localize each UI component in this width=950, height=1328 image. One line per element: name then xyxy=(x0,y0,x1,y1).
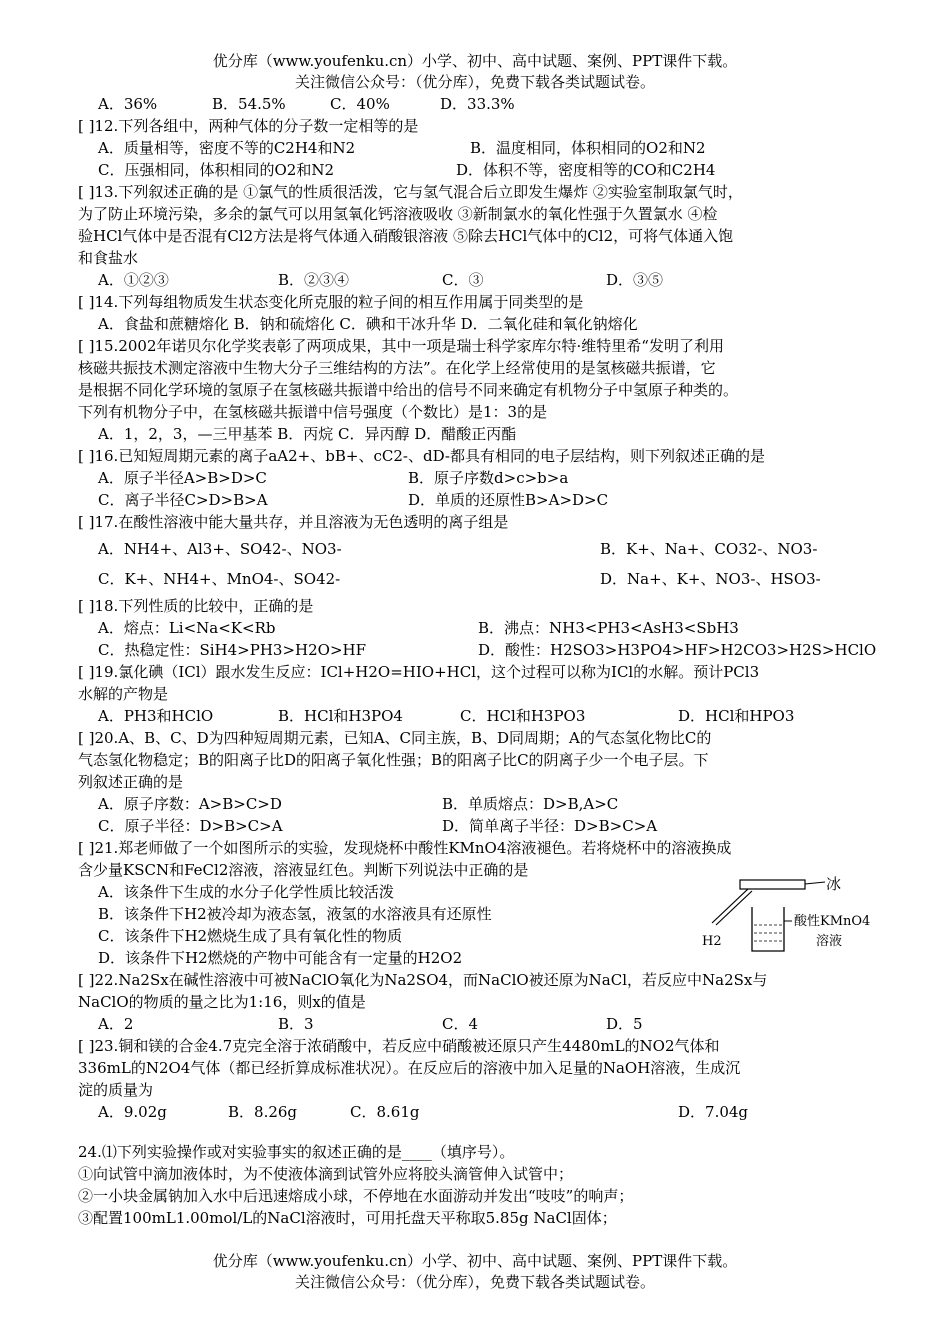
q13-line-3: 验HCl气体中是否混有Cl2方法是将气体通入硝酸银溶液 ⑤除去HCl气体中的Cl2，可将气体通入饱 xyxy=(78,227,734,245)
q16-ion-2: bB+ xyxy=(325,447,359,465)
q20-option-c: C．原子半径：D>B>C>A xyxy=(98,817,283,835)
q17-option-b: B．K+、Na+、CO32-、NO3- xyxy=(600,540,818,558)
q21-option-d: D．该条件下H2燃烧的产物中可能含有一定量的H2O2 xyxy=(98,949,463,967)
footer-line-2: 关注微信公众号：（优分库），免费下载各类试题试卷。 xyxy=(294,1273,655,1291)
q14-stem: [ ]14.下列每组物质发生状态变化所克服的粒子间的相互作用属于同类型的是 xyxy=(78,293,584,311)
q23-option-d: D．7.04g xyxy=(678,1103,749,1121)
q20-line-2: 气态氢化物稳定；B的阳离子比D的阳离子氧化性强；B的阳离子比C的阴离子少一个电子层。下 xyxy=(78,751,709,769)
ice-label: 冰 xyxy=(826,875,842,893)
q21-line-1: [ ]21.郑老师做了一个如图所示的实验，发现烧杯中酸性KMnO4溶液褪色。若将烧杯中的溶液换成 xyxy=(78,839,732,857)
q15-options: A．1，2，3，—三甲基苯 B．丙烷 C．异丙醇 D．醋酸正丙酯 xyxy=(98,425,517,443)
q18-option-d: D．酸性：H2SO3>H3PO4>HF>H2CO3>H2S>HClO xyxy=(478,641,877,659)
beaker xyxy=(752,907,784,951)
q19-option-b: B．HCl和H3PO4 xyxy=(278,707,403,725)
ice-label-line xyxy=(805,882,825,884)
footer-line-1: 优分库（www.youfenku.cn）小学、初中、高中试题、案例、PPT课件下载。 xyxy=(212,1252,738,1270)
q24-item-2: ②一小块金属钠加入水中后迅速熔成小球，不停地在水面游动并发出“吱吱”的响声； xyxy=(78,1187,634,1205)
q22-option-b: B．3 xyxy=(278,1015,314,1033)
q11-option-d: D．33.3% xyxy=(440,95,515,113)
h2-tube-edge xyxy=(716,891,752,925)
q12-option-a: A．质量相等，密度不等的C2H4和N2 xyxy=(98,139,356,157)
q15-line-2: 核磁共振技术测定溶液中生物大分子三维结构的方法”。在化学上经常使用的是氢核磁共振谱，它 xyxy=(78,359,716,377)
q15-line-4: 下列有机物分子中，在氢核磁共振谱中信号强度（个数比）是1：3的是 xyxy=(78,403,548,421)
q16-option-b: B．原子序数d>c>b>a xyxy=(408,469,569,487)
q20-line-3: 列叙述正确的是 xyxy=(78,773,184,791)
q18-option-c: C．热稳定性：SiH4>PH3>H2O>HF xyxy=(98,641,367,659)
q15-line-1: [ ]15.2002年诺贝尔化学奖表彰了两项成果，其中一项是瑞士科学家库尔特·维特里希“发明了利用 xyxy=(78,337,724,355)
q22-option-a: A．2 xyxy=(98,1015,134,1033)
experiment-figure xyxy=(690,873,880,953)
q18-option-b: B．沸点：NH3<PH3<AsH3<SbH3 xyxy=(478,619,739,637)
q21-option-c: C．该条件下H2燃烧生成了具有氧化性的物质 xyxy=(98,927,403,945)
q24-stem: 24.⑴下列实验操作或对实验事实的叙述正确的是____（填序号）。 xyxy=(78,1143,515,1161)
q11-option-b: B．54.5% xyxy=(212,95,286,113)
h2-tube xyxy=(712,889,748,923)
q22-option-d: D．5 xyxy=(606,1015,643,1033)
q16-option-a: A．原子半径A>B>D>C xyxy=(98,469,267,487)
q17-option-a: A．NH4+、Al3+、SO42-、NO3- xyxy=(98,540,342,558)
q23-option-c: C．8.61g xyxy=(350,1103,420,1121)
q23-option-b: B．8.26g xyxy=(228,1103,298,1121)
q21-option-b: B．该条件下H2被冷却为液态氢，液氢的水溶液具有还原性 xyxy=(98,905,492,923)
q13-line-4: 和食盐水 xyxy=(78,249,139,267)
q19-option-d: D．HCl和HPO3 xyxy=(678,707,795,725)
q17-stem: [ ]17.在酸性溶液中能大量共存，并且溶液为无色透明的离子组是 xyxy=(78,513,509,531)
q13-option-b: B．②③④ xyxy=(278,271,350,289)
ice-container xyxy=(740,880,805,889)
q19-line-2: 水解的产物是 xyxy=(78,685,169,703)
q22-line-1: [ ]22.Na2Sx在碱性溶液中可被NaClO氧化为Na2SO4，而NaClO被还原为NaCl，若反应中Na2Sx与 xyxy=(78,971,768,989)
q23-option-a: A．9.02g xyxy=(98,1103,167,1121)
q24-item-3: ③配置100mL1.00mol/L的NaCl溶液时，可用托盘天平称取5.85g NaCl固体； xyxy=(78,1209,617,1227)
q13-option-a: A．①②③ xyxy=(98,271,169,289)
q20-line-1: [ ]20.A、B、C、D为四种短周期元素，已知A、C同主族，B、D同周期；A的气态氢化物比C的 xyxy=(78,729,712,747)
q16-ion-3: cC2- xyxy=(373,447,408,465)
q12-option-b: B．温度相同，体积相同的O2和N2 xyxy=(470,139,706,157)
q16-stem-prefix: [ ]16.已知短周期元素的离子 xyxy=(78,447,269,465)
header-line-1: 优分库（www.youfenku.cn）小学、初中、高中试题、案例、PPT课件下载。 xyxy=(212,52,738,70)
q16-option-d: D．单质的还原性B>A>D>C xyxy=(408,491,609,509)
q13-line-1: [ ]13.下列叙述正确的是 ①氯气的性质很活泼，它与氢气混合后立即发生爆炸 ②实验室制取氯气时， xyxy=(78,183,743,201)
h2-label: H2 xyxy=(702,934,722,949)
q20-option-a: A．原子序数：A>B>C>D xyxy=(98,795,282,813)
q19-option-a: A．PH3和HClO xyxy=(98,707,214,725)
q16-stem-suffix: 都具有相同的电子层结构，则下列叙述正确的是 xyxy=(449,447,765,465)
q13-option-c: C．③ xyxy=(442,271,484,289)
solution-label-2: 溶液 xyxy=(816,934,843,949)
q16-stem: [ ]16.已知短周期元素的离子aA2+、bB+、cC2-、dD-都具有相同的电子层结构，则下列叙述正确的是 xyxy=(78,447,765,465)
q23-line-1: [ ]23.铜和镁的合金4.7克完全溶于浓硝酸中，若反应中硝酸被还原只产生4480mL的NO2气体和 xyxy=(78,1037,720,1055)
q21-line-2: 含少量KSCN和FeCl2溶液，溶液显红色。判断下列说法中正确的是 xyxy=(78,861,529,879)
q23-line-2: 336mL的N2O4气体（都已经折算成标准状况）。在反应后的溶液中加入足量的NaOH溶液，生成沉 xyxy=(78,1059,741,1077)
q18-stem: [ ]18.下列性质的比较中，正确的是 xyxy=(78,597,314,615)
q14-options: A．食盐和蔗糖熔化 B．钠和硫熔化 C．碘和干冰升华 D．二氧化硅和氧化钠熔化 xyxy=(98,315,638,333)
q12-option-d: D．体积不等，密度相等的CO和C2H4 xyxy=(456,161,716,179)
q12-stem: [ ]12.下列各组中，两种气体的分子数一定相等的是 xyxy=(78,117,419,135)
q17-option-c: C．K+、NH4+、MnO4-、SO42- xyxy=(98,570,341,588)
q22-option-c: C．4 xyxy=(442,1015,479,1033)
q15-line-3: 是根据不同化学环境的氢原子在氢核磁共振谱中给出的信号不同来确定有机物分子中氢原子种类的。 xyxy=(78,381,739,399)
q13-line-2: 为了防止环境污染，多余的氯气可以用氢氧化钙溶液吸收 ③新制氯水的氧化性强于久置氯水 ④检 xyxy=(78,205,718,223)
q22-line-2: NaClO的物质的量之比为1:16，则x的值是 xyxy=(78,993,366,1011)
q17-option-d: D．Na+、K+、NO3-、HSO3- xyxy=(600,570,821,588)
q18-option-a: A．熔点：Li<Na<K<Rb xyxy=(98,619,276,637)
solution-label-1: 酸性KMnO4 xyxy=(794,914,871,929)
header-line-2: 关注微信公众号：（优分库），免费下载各类试题试卷。 xyxy=(294,73,655,91)
q16-option-c: C．离子半径C>D>B>A xyxy=(98,491,268,509)
q24-item-1: ①向试管中滴加液体时，为不使液体滴到试管外应将胶头滴管伸入试管中； xyxy=(78,1165,574,1183)
q20-option-d: D．简单离子半径：D>B>C>A xyxy=(442,817,658,835)
q13-option-d: D．③⑤ xyxy=(606,271,664,289)
q12-option-c: C．压强相同，体积相同的O2和N2 xyxy=(98,161,334,179)
q19-line-1: [ ]19.氯化碘（ICl）跟水发生反应：ICl+H2O=HIO+HCl，这个过程可以称为ICl的水解。预计PCl3 xyxy=(78,663,760,681)
q21-option-a: A．该条件下生成的水分子化学性质比较活泼 xyxy=(98,883,394,901)
q20-option-b: B．单质熔点：D>B,A>C xyxy=(442,795,619,813)
q11-option-a: A．36% xyxy=(98,95,158,113)
q19-option-c: C．HCl和H3PO3 xyxy=(460,707,586,725)
q16-ion-4: dD- xyxy=(422,447,450,465)
q16-ion-1: aA2+ xyxy=(268,447,311,465)
q23-line-3: 淀的质量为 xyxy=(78,1081,154,1099)
q11-option-c: C．40% xyxy=(330,95,390,113)
